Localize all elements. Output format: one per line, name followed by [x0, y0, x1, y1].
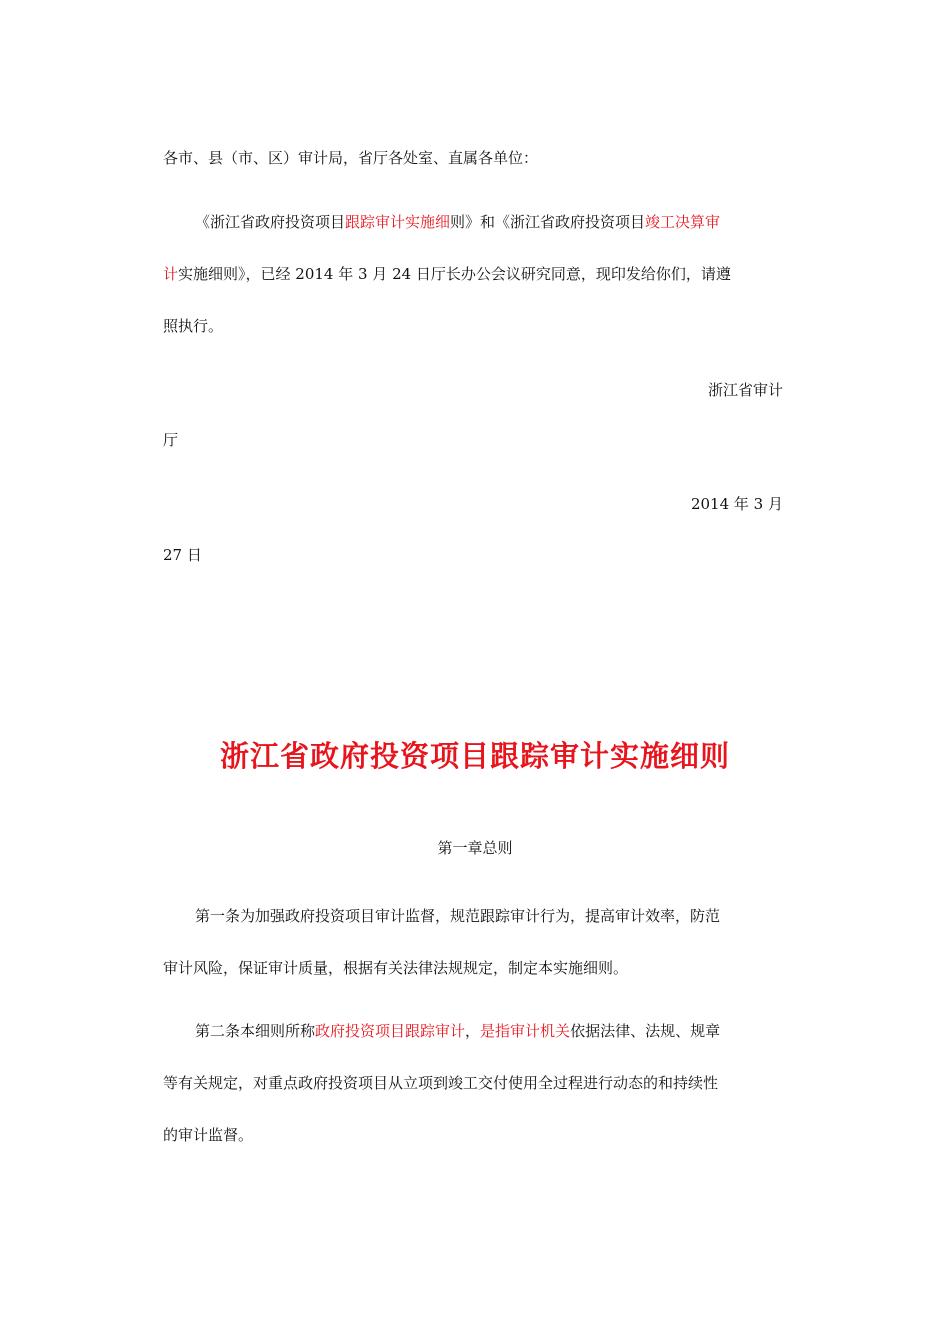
- signer-line-1: 浙江省审计: [707, 381, 783, 399]
- text-segment: 则》和《浙江省政府投资项目: [450, 213, 646, 231]
- notice-body-line-3: 照执行。: [163, 317, 224, 335]
- signer-line-2: 厅: [163, 431, 179, 449]
- chapter-heading: 第一章总则: [437, 839, 513, 857]
- article-1-line-1: 第一条为加强政府投资项目审计监督，规范跟踪审计行为，提高审计效率，防范: [195, 907, 721, 925]
- text-segment: 第二条本细则所称: [195, 1022, 316, 1040]
- addressee: 各市、县（市、区）审计局，省厅各处室、直属各单位：: [163, 149, 539, 167]
- text-segment: 依据法律、法规、规章: [570, 1022, 721, 1040]
- notice-body-line-2: [163, 264, 731, 284]
- text-segment: 《浙江省政府投资项目: [195, 213, 346, 231]
- text-segment: ，: [465, 1022, 481, 1040]
- highlight-tracking-audit-rules: 跟踪审计实施细: [345, 213, 451, 231]
- text-segment: 实施细则》，已经 2014 年 3 月 24 日厅长办公会议研究同意，现印发给你们，请遵: [178, 265, 731, 283]
- article-2-line-1: [195, 1021, 720, 1041]
- highlight-final-accounts-audit-cont: 计: [163, 265, 179, 283]
- date-line-2: 27 日: [163, 546, 202, 564]
- article-2-line-2: 等有关规定，对重点政府投资项目从立项到竣工交付使用全过程进行动态的和持续性: [163, 1074, 719, 1092]
- document-title: 浙江省政府投资项目跟踪审计实施细则: [219, 739, 730, 773]
- date-line-1: 2014 年 3 月: [690, 495, 783, 513]
- article-2-line-3: 的审计监督。: [163, 1126, 254, 1144]
- article-1-line-2: 审计风险，保证审计质量，根据有关法律法规规定，制定本实施细则。: [163, 959, 629, 977]
- notice-body-line-1: [195, 212, 720, 232]
- highlight-term: 政府投资项目跟踪审计: [315, 1022, 466, 1040]
- highlight-definition: 是指审计机关: [480, 1022, 571, 1040]
- highlight-final-accounts-audit: 竣工决算审: [645, 213, 721, 231]
